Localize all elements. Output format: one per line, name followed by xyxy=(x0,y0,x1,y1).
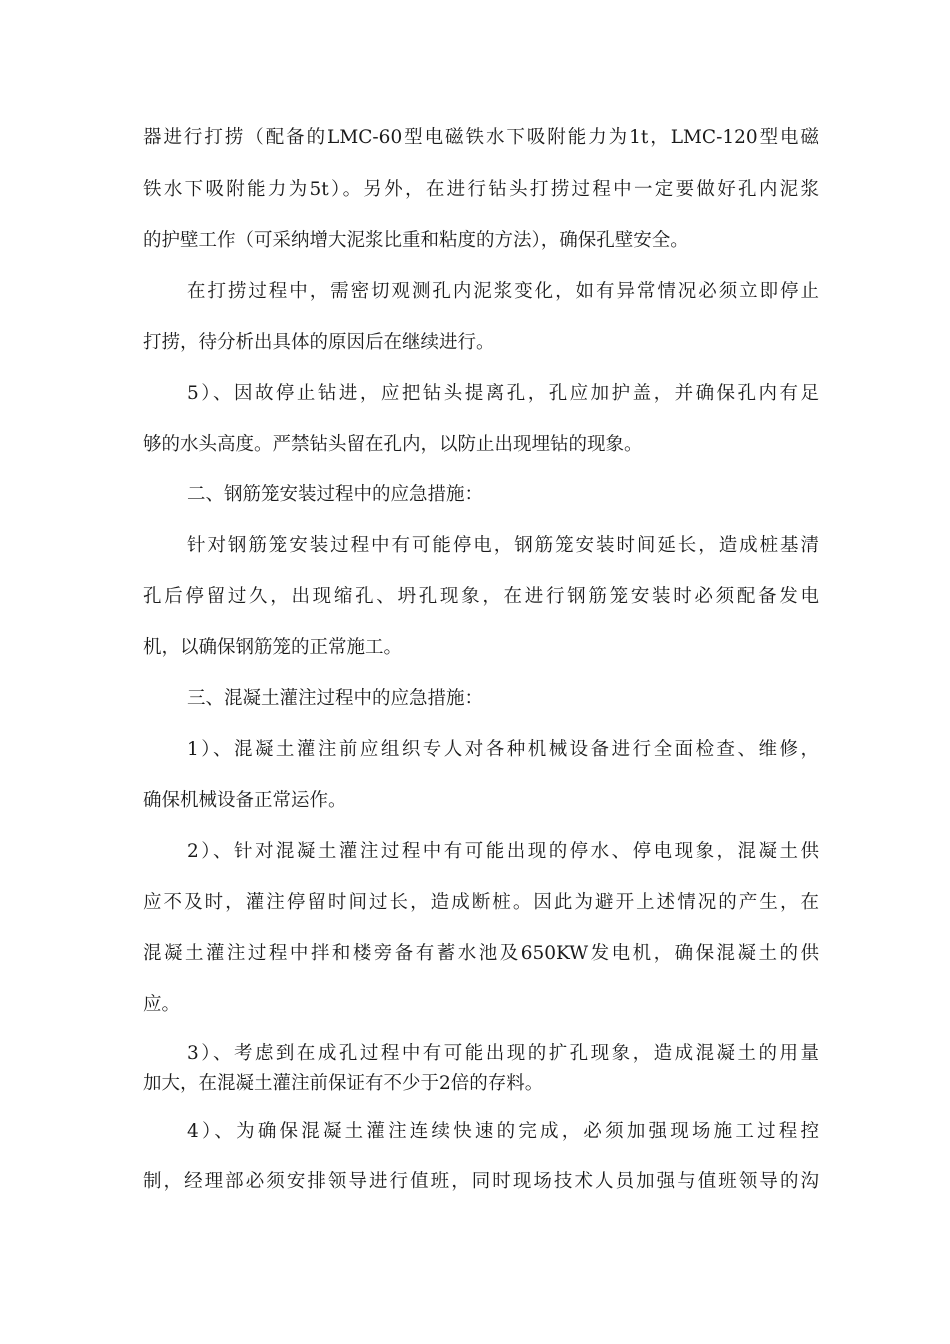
text-line: 2）、针对混凝土灌注过程中有可能出现的停水、停电现象，混凝土供 xyxy=(187,841,819,862)
section-heading: 二、钢筋笼安装过程中的应急措施： xyxy=(187,484,484,505)
text-line: 4）、为确保混凝土灌注连续快速的完成，必须加强现场施工过程控 xyxy=(187,1121,819,1142)
text-line: 在打捞过程中，需密切观测孔内泥浆变化，如有异常情况必须立即停止 xyxy=(187,281,819,302)
text-line: 确保机械设备正常运作。 xyxy=(143,790,347,811)
text-line: 铁水下吸附能力为5t）。另外，在进行钻头打捞过程中一定要做好孔内泥浆 xyxy=(143,179,819,200)
text-line: 应不及时，灌注停留时间过长，造成断桩。因此为避开上述情况的产生，在 xyxy=(143,892,819,913)
text-line: 器进行打捞（配备的LMC-60型电磁铁水下吸附能力为1t，LMC-120型电磁 xyxy=(143,127,819,148)
text-line: 1）、混凝土灌注前应组织专人对各种机械设备进行全面检查、维修， xyxy=(187,739,819,760)
text-line: 加大，在混凝土灌注前保证有不少于2倍的存料。 xyxy=(143,1073,544,1094)
text-line: 够的水头高度。严禁钻头留在孔内，以防止出现埋钻的现象。 xyxy=(143,434,643,455)
text-line: 针对钢筋笼安装过程中有可能停电，钢筋笼安装时间延长，造成桩基清 xyxy=(187,535,819,556)
section-heading: 三、混凝土灌注过程中的应急措施： xyxy=(187,688,484,709)
text-line: 混凝土灌注过程中拌和楼旁备有蓄水池及650KW发电机，确保混凝土的供 xyxy=(143,943,819,964)
text-line: 3）、考虑到在成孔过程中有可能出现的扩孔现象，造成混凝土的用量 xyxy=(187,1043,819,1064)
text-line: 5）、因故停止钻进，应把钻头提离孔，孔应加护盖，并确保孔内有足 xyxy=(187,383,819,404)
text-line: 孔后停留过久，出现缩孔、坍孔现象，在进行钢筋笼安装时必须配备发电 xyxy=(143,586,819,607)
text-line: 机，以确保钢筋笼的正常施工。 xyxy=(143,637,403,658)
text-line: 应。 xyxy=(143,994,181,1015)
text-line: 的护壁工作（可采纳增大泥浆比重和粘度的方法），确保孔壁安全。 xyxy=(143,230,689,251)
text-line: 打捞，待分析出具体的原因后在继续进行。 xyxy=(143,332,495,353)
text-line: 制，经理部必须安排领导进行值班，同时现场技术人员加强与值班领导的沟 xyxy=(143,1171,819,1192)
